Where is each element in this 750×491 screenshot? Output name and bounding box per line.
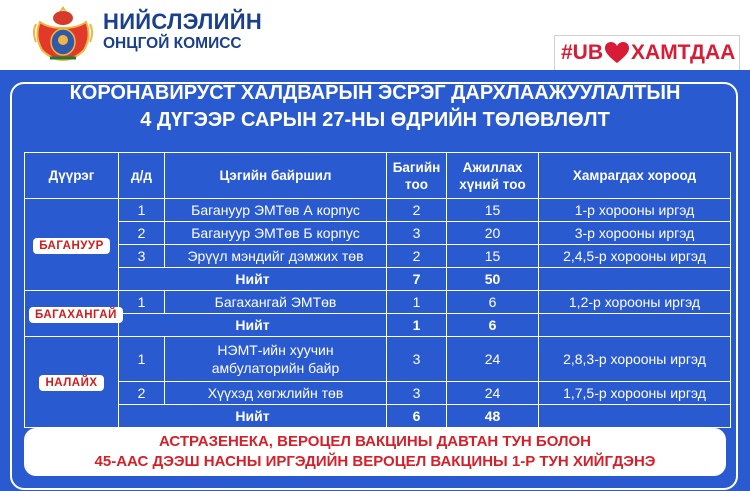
total-workers: 50 — [447, 268, 539, 291]
row-teams: 1 — [387, 291, 447, 314]
row-teams: 3 — [387, 222, 447, 245]
header-workers — [447, 153, 539, 199]
row-coverage: 1,7,5-р хорооны иргэд — [539, 382, 731, 405]
title-line1: КОРОНАВИРУСТ ХАЛДВАРЫН ЭСРЭГ ДАРХЛААЖУУЛАЛТЫН — [69, 82, 681, 104]
org-name-line2: ОНЦГОЙ КОМИСС — [103, 35, 242, 53]
row-location-line2: амбулаторийн байр — [211, 360, 340, 376]
total-coverage-empty — [539, 314, 731, 337]
district-cell — [25, 199, 119, 291]
row-location: Багануур ЭМТөв Б корпус — [165, 222, 387, 245]
row-workers: 15 — [447, 245, 539, 268]
total-row — [25, 405, 731, 428]
row-location: Багануур ЭМТөв А корпус — [165, 199, 387, 222]
header-district: Дүүрэг — [25, 153, 119, 199]
row-workers: 24 — [447, 337, 539, 382]
row-location-line1: НЭМТ-ийн хуучин — [217, 342, 334, 358]
total-workers: 48 — [447, 405, 539, 428]
header-teams — [387, 153, 447, 199]
notice-line2: 45-ААС ДЭЭШ НАСНЫ ИРГЭДИЙН ВЕРОЦЕЛ ВАКЦИНЫ 1-Р ТУН ХИЙГДЭНЭ — [94, 453, 656, 470]
row-teams: 2 — [387, 199, 447, 222]
table-row — [25, 222, 731, 245]
schedule-panel — [0, 70, 750, 491]
city-emblem-icon — [30, 2, 96, 64]
page-title — [0, 80, 750, 134]
row-number: 1 — [119, 337, 165, 382]
total-teams: 1 — [387, 314, 447, 337]
row-number: 2 — [119, 382, 165, 405]
hashtag-prefix: #UB — [561, 41, 604, 64]
row-number: 1 — [119, 199, 165, 222]
header-teams-line2: тоо — [405, 176, 428, 192]
notice-banner — [24, 428, 726, 476]
total-label: Нийт — [119, 405, 387, 428]
row-number: 3 — [119, 245, 165, 268]
district-label: БАГАХАНГАЙ — [29, 307, 123, 323]
row-coverage: 1,2-р хорооны иргэд — [539, 291, 731, 314]
header — [0, 0, 750, 70]
notice-line1: АСТРАЗЕНЕКА, ВЕРОЦЕЛ ВАКЦИНЫ ДАВТАН ТУН БОЛОН — [158, 433, 592, 450]
district-cell — [25, 291, 119, 337]
row-coverage: 2,4,5-р хорооны иргэд — [539, 245, 731, 268]
total-teams: 6 — [387, 405, 447, 428]
row-workers: 6 — [447, 291, 539, 314]
table-header-row — [25, 153, 731, 199]
hashtag-badge — [554, 35, 740, 71]
total-row — [25, 314, 731, 337]
row-location — [165, 337, 387, 382]
header-teams-line1: Багийн — [392, 159, 441, 175]
row-teams: 3 — [387, 337, 447, 382]
header-number: д/д — [119, 153, 165, 199]
org-name-line1: НИЙСЛЭЛИЙН — [103, 9, 263, 34]
total-row — [25, 268, 731, 291]
total-workers: 6 — [447, 314, 539, 337]
row-workers: 20 — [447, 222, 539, 245]
table-row — [25, 337, 731, 382]
header-workers-line1: Ажиллах — [462, 159, 523, 175]
row-location: Хүүхэд хөгжлийн төв — [165, 382, 387, 405]
title-line2: 4 ДҮГЭЭР САРЫН 27-НЫ ӨДРИЙН ТӨЛӨВЛӨЛТ — [140, 109, 610, 131]
table-row — [25, 382, 731, 405]
total-label: Нийт — [119, 314, 387, 337]
heart-icon — [604, 41, 630, 65]
vaccination-schedule-table — [24, 152, 731, 428]
total-coverage-empty — [539, 405, 731, 428]
row-location: Багахангай ЭМТөв — [165, 291, 387, 314]
row-teams: 2 — [387, 245, 447, 268]
row-teams: 3 — [387, 382, 447, 405]
row-number: 1 — [119, 291, 165, 314]
row-coverage: 3-р хорооны иргэд — [539, 222, 731, 245]
hashtag-suffix: ХАМТДАА — [631, 41, 736, 64]
header-location: Цэгийн байршил — [165, 153, 387, 199]
total-label: Нийт — [119, 268, 387, 291]
row-workers: 24 — [447, 382, 539, 405]
total-teams: 7 — [387, 268, 447, 291]
header-workers-line2: хүний тоо — [459, 176, 526, 192]
row-location: Эрүүл мэндийг дэмжих төв — [165, 245, 387, 268]
table-row — [25, 245, 731, 268]
district-label: НАЛАЙХ — [39, 375, 103, 391]
table-row — [25, 199, 731, 222]
org-name — [103, 10, 262, 52]
row-number: 2 — [119, 222, 165, 245]
district-label: БАГАНУУР — [33, 238, 110, 254]
row-coverage: 1-р хорооны иргэд — [539, 199, 731, 222]
header-coverage: Хамрагдах хороод — [539, 153, 731, 199]
row-coverage: 2,8,3-р хорооны иргэд — [539, 337, 731, 382]
table-row — [25, 291, 731, 314]
total-coverage-empty — [539, 268, 731, 291]
row-workers: 15 — [447, 199, 539, 222]
district-cell — [25, 337, 119, 428]
